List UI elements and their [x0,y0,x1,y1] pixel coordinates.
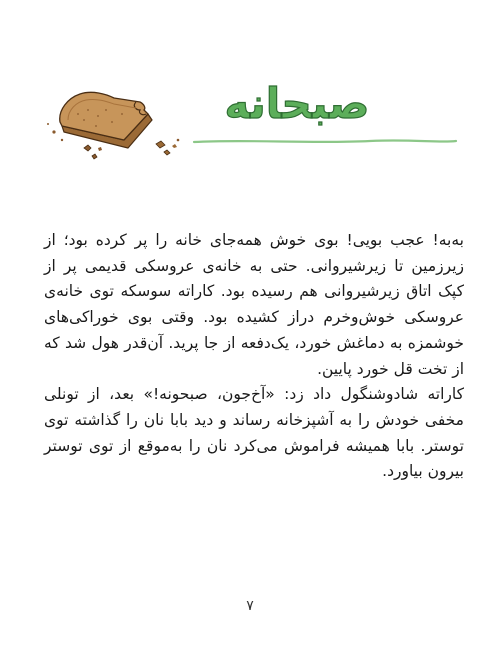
paragraph: به‌به! عجب بویی! بوی خوش همه‌جای خانه را پر کرده بود؛ از زیرزمین تا زیرشیروانی. حتی به خانه‌ی عروسکی قدیمی پر از کپک اتاق زیرشیروانی هم رسیده بود. کاراته سوسکه توی خانه‌ی عروسکی خوش‌وخرم دراز کشیده بود. وقتی بوی خوراکی‌های خوشمزه به دماغش خورد، یک‌دفعه از جا پرید. آن‌قدر هول شد که از تخت قل خورد پایین. [44,231,464,378]
body-text [44,228,464,485]
toast-slice-icon [40,80,190,170]
chapter-title: صبحانه [224,79,370,128]
page-number: ۷ [246,598,254,614]
paragraph: کاراته شادوشنگول داد زد: «آخ‌جون، صبحونه!» بعد، از تونلی مخفی خودش را به آشپزخانه رساند و دید بابا نان را گذاشته توی توستر. بابا همیشه فراموش می‌کرد نان را به‌موقع از توی توستر بیرون بیاورد. [44,385,464,481]
title-underline [190,136,460,148]
